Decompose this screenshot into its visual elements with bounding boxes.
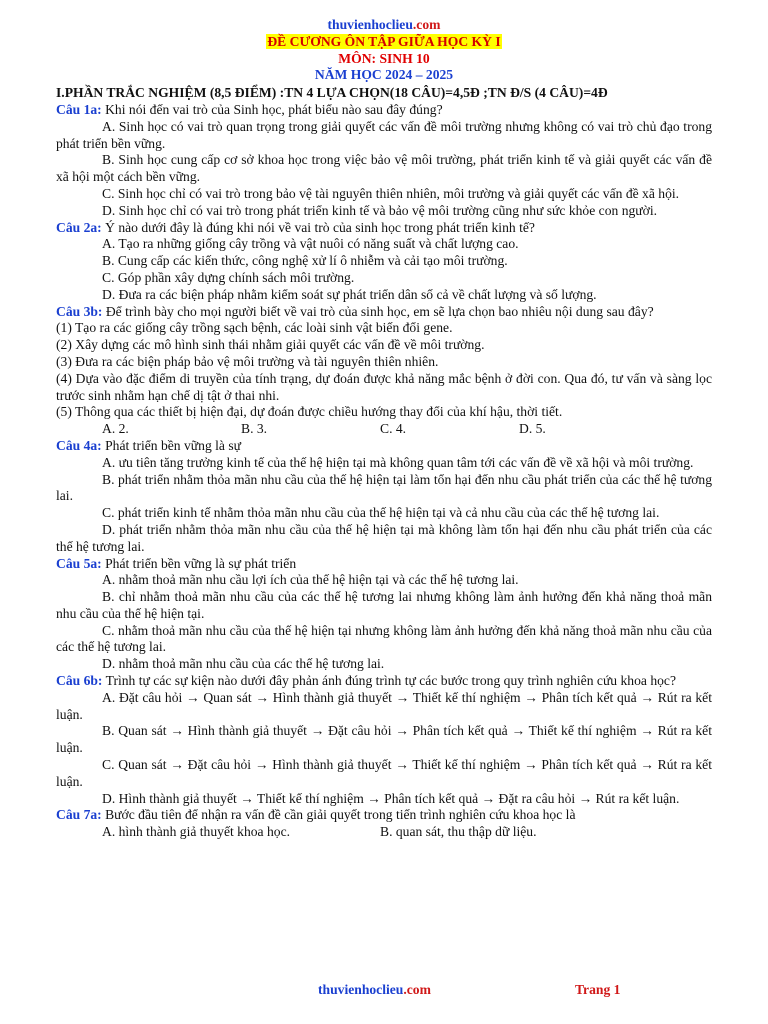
option-d: D. nhằm thoả mãn nhu cầu của các thế hệ tương lai.: [102, 656, 385, 672]
options-row: [102, 824, 712, 841]
option-b: B. 3.: [241, 421, 268, 437]
statement-3: (3) Đưa ra các biện pháp bảo vệ môi trường và tài nguyên thiên nhiên.: [56, 353, 439, 369]
subject-line: MÔN: SINH 10: [338, 50, 430, 66]
option-d: D. Đưa ra các biện pháp nhằm kiểm soát sự phát triển dân số cả về chất lượng và số lượng.: [102, 286, 597, 302]
doc-title: ĐỀ CƯƠNG ÔN TẬP GIỮA HỌC KỲ I: [267, 33, 501, 49]
option-a: A. ưu tiên tăng trưởng kinh tế của thế hệ hiện tại mà không quan tâm tới các vấn đề về xã hội và môi trường.: [102, 454, 694, 470]
option-d: D. 5.: [519, 421, 546, 437]
footer-site: thuvienhoclieu.com: [318, 982, 431, 997]
option-c: C. nhằm thoả mãn nhu cầu của thế hệ hiện tại nhưng không làm ảnh hưởng đến khả năng thoả mãn nhu cầu của các thế hệ tương lai.: [56, 622, 712, 655]
option-c: C. Quan sát → Đặt câu hỏi → Hình thành giả thuyết → Thiết kế thí nghiệm → Phân tích kết quả → Rút ra kết luận.: [56, 757, 712, 789]
question-stem: Câu 4a: Phát triển bền vững là sự: [56, 437, 242, 453]
school-year: NĂM HỌC 2024 – 2025: [314, 67, 454, 83]
statement-4: (4) Dựa vào đặc điểm di truyền của tính trạng, dự đoán được khả năng mắc bệnh ở đời con. Qua đó, tư vấn và sàng lọc trước sinh nhằm hạn chế dị tật ở thai nhi.: [56, 370, 712, 403]
option-d: D. phát triển nhằm thỏa mãn nhu cầu của thế hệ hiện tại mà không làm tổn hại đến nhu cầu phát triển của các thế hệ tương lai.: [56, 521, 712, 554]
question-5: [56, 556, 712, 674]
question-stem: Câu 7a: Bước đầu tiên để nhận ra vấn đề cần giải quyết trong tiến trình nghiên cứu khoa học là: [56, 807, 576, 823]
site-header: thuvienhoclieu.com: [327, 17, 441, 32]
document-page: [56, 17, 712, 841]
question-2: [56, 220, 712, 304]
option-c: C. 4.: [380, 421, 407, 437]
option-d: D. Hình thành giả thuyết → Thiết kế thí nghiệm → Phân tích kết quả → Đặt ra câu hỏi → Rút ra kết luận.: [102, 790, 680, 806]
question-stem: Câu 5a: Phát triển bền vững là sự phát triển: [56, 555, 297, 571]
option-c: C. Sinh học chỉ có vai trò trong bảo vệ tài nguyên thiên nhiên, môi trường và giải quyết các vấn đề xã hội.: [102, 185, 680, 201]
statement-2: (2) Xây dựng các mô hình sinh thái nhằm giải quyết các vấn đề về môi trường.: [56, 337, 485, 353]
option-c: C. phát triển kinh tế nhằm thỏa mãn nhu cầu của thế hệ hiện tại và cả nhu cầu của các thế hệ tương lai.: [102, 505, 660, 521]
section-title: I.PHẦN TRẮC NGHIỆM (8,5 ĐIỂM) :TN 4 LỰA CHỌN(18 CÂU)=4,5Đ ;TN Đ/S (4 CÂU)=4Đ: [56, 85, 608, 101]
question-stem: Câu 6b: Trình tự các sự kiện nào dưới đây phản ánh đúng trình tự các bước trong quy trình nghiên cứu khoa học?: [56, 673, 676, 689]
option-b: B. Quan sát → Hình thành giả thuyết → Đặt câu hỏi → Phân tích kết quả → Thiết kế thí nghiệm → Rút ra kết luận.: [56, 723, 712, 756]
page-number: Trang 1: [575, 982, 621, 997]
question-6: [56, 673, 712, 807]
option-b: B. chỉ nhằm thoả mãn nhu cầu của các thế hệ tương lai nhưng không làm ảnh hưởng đến khả năng thoả mãn nhu cầu của thế hệ hiện tại.: [56, 589, 712, 621]
question-1: [56, 102, 712, 220]
option-b: B. Cung cấp các kiến thức, công nghệ xử lí ô nhiễm và cải tạo môi trường.: [102, 253, 508, 269]
option-a: A. Đặt câu hỏi → Quan sát → Hình thành giả thuyết → Thiết kế thí nghiệm → Phân tích kết quả → Rút ra kết luận.: [56, 689, 712, 722]
option-d: D. Sinh học chỉ có vai trò trong phát triển kinh tế và bảo vệ môi trường cũng như sức khỏe con người.: [102, 202, 658, 218]
option-a: A. Sinh học có vai trò quan trọng trong giải quyết các vấn đề môi trường nhưng không có vai trò chủ đạo trong phát triển bền vững.: [56, 118, 712, 151]
question-stem: Câu 3b: Để trình bày cho mọi người biết về vai trò của sinh học, em sẽ lựa chọn bao nhiêu nội dung sau đây?: [56, 303, 654, 319]
question-4: [56, 438, 712, 556]
option-b: B. phát triển nhằm thỏa mãn nhu cầu của thế hệ hiện tại làm tổn hại đến nhu cầu phát triển của các thế hệ tương lai.: [56, 471, 712, 504]
option-b: B. quan sát, thu thập dữ liệu.: [380, 824, 537, 840]
statement-1: (1) Tạo ra các giống cây trồng sạch bệnh, các loài sinh vật biến đổi gene.: [56, 320, 453, 336]
option-a: A. nhằm thoả mãn nhu cầu lợi ích của thế hệ hiện tại và các thế hệ tương lai.: [102, 572, 519, 588]
option-a: A. 2.: [102, 421, 129, 437]
question-3: [56, 304, 712, 438]
question-7: [56, 807, 712, 841]
question-stem: Câu 1a: Khi nói đến vai trò của Sinh học, phát biểu nào sau đây đúng?: [56, 101, 443, 117]
question-stem: Câu 2a: Ý nào dưới đây là đúng khi nói về vai trò của sinh học trong phát triển kinh tế?: [56, 219, 535, 235]
options-row: [102, 421, 712, 438]
option-b: B. Sinh học cung cấp cơ sở khoa học trong việc bảo vệ môi trường, phát triển kinh tế và giải quyết các vấn đề xã hội một cách bền vững.: [56, 152, 712, 185]
option-a: A. hình thành giả thuyết khoa học.: [102, 824, 291, 840]
option-a: A. Tạo ra những giống cây trồng và vật nuôi có năng suất và chất lượng cao.: [102, 236, 519, 252]
option-c: C. Góp phần xây dựng chính sách môi trường.: [102, 269, 355, 285]
statement-5: (5) Thông qua các thiết bị hiện đại, dự đoán được chiều hướng thay đổi của khí hậu, thời tiết.: [56, 404, 563, 420]
